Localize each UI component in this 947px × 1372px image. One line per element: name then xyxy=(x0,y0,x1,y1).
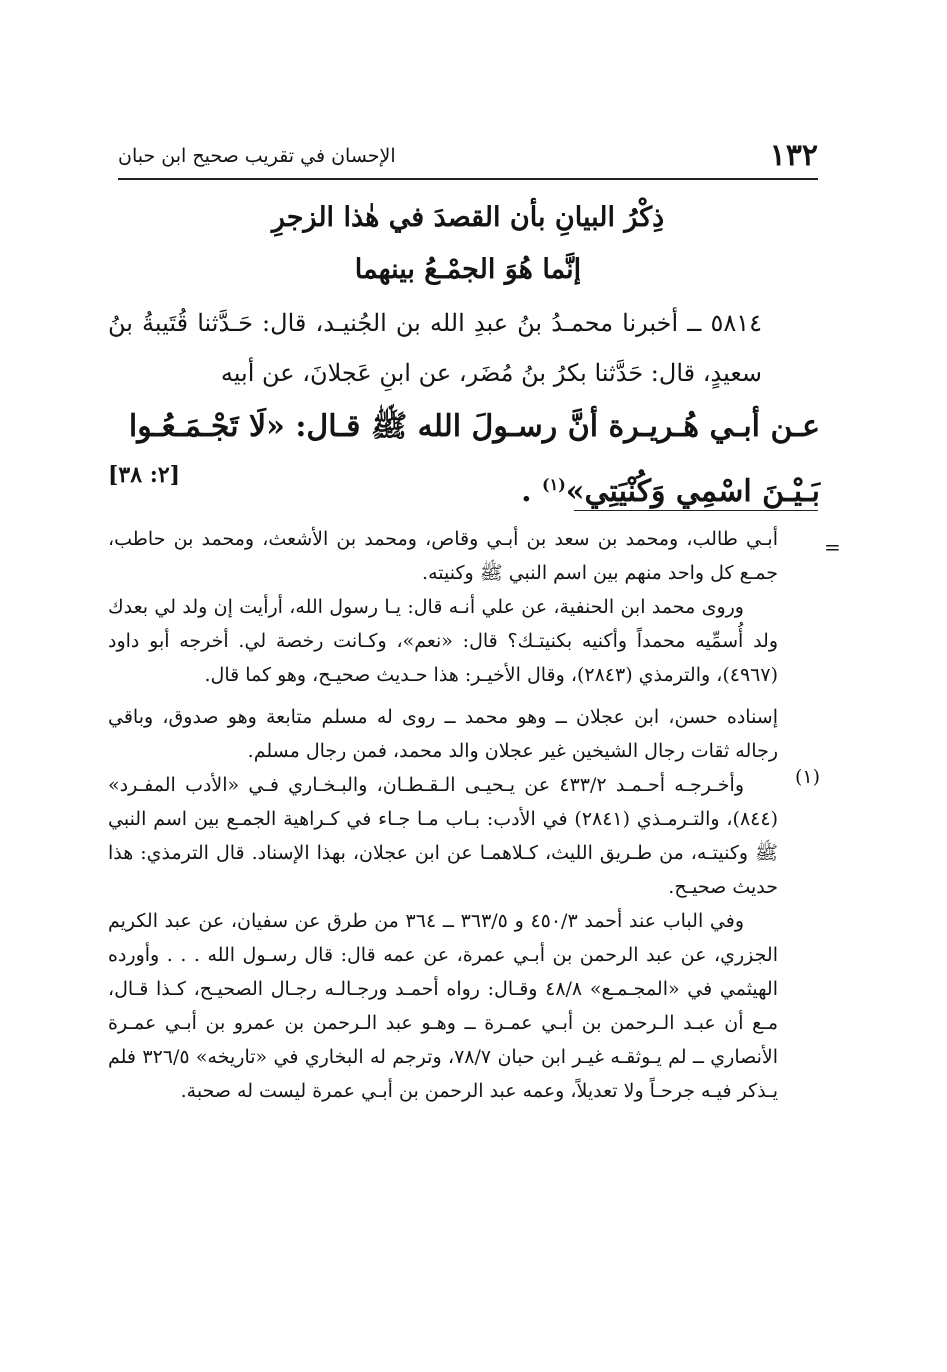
header-rule xyxy=(118,178,818,180)
chapter-title xyxy=(118,192,818,296)
chapter-title-line-2: إنَّما هُوَ الجمْـعُ بينهما xyxy=(354,254,582,285)
hadith-reference: [٢: ٣٨] xyxy=(108,462,181,488)
matn-line-1: عـن أبـي هُـريـرة أنَّ رسـولَ الله ﷺ قـال: «لَا تَجْـمَـعُـوا xyxy=(128,409,820,444)
matn-line-2 xyxy=(108,456,820,521)
footnote-1-paragraph-3: وفي الباب عند أحمد ٤٥٠/٣ و ٣٦٣/٥ ــ ٣٦٤ من طرق عن سفيان، عن عبد الكريم الجزري، عن عبد الرحمن بن أبـي عمرة، عن عمه قال: قال رسـول الله . . . وأورده الهيثمي في «المجـمـع» ٤٨/٨ وقـال: رواه أحمـد ورجـالـه رجـال الصحيـح، كـذا قـال، مـع أن عبـد الـرحمن بن أبـي عمـرة ــ وهـو عبد الـرحمن بن عمرو بن أبـي عمـرة الأنصاري ــ لم يـوثقـه غيـر ابن حبان ٧٨/٧، وترجم له البخاري في «تاريخه» ٣٢٦/٥ فلم يـذكر فيـه جرحـاً ولا تعديلاً، وعمه عبد الرحمن بن أبـي عمرة ليست له صحبة. xyxy=(108,910,779,1102)
chapter-title-line-1: ذِكْرُ البيانِ بأن القصدَ في هٰذا الزجرِ xyxy=(271,202,665,233)
footnote-continuation-paragraph-1: أبـي طالب، ومحمد بن سعد بن أبـي وقاص، ومحمد بن الأشعث، ومحمد بن حاطب، جمـع كل واحد منهم بين اسم النبي ﷺ وكنيته. xyxy=(108,528,778,584)
footnote-1-paragraph-2: وأخـرجـه أحـمـد ٤٣٣/٢ عن يـحيـى الـقـطـان، والبـخـاري فـي «الأدب المفـرد» (٨٤٤)، والتـرمـذي (٢٨٤١) في الأدب: بـاب مـا جـاء في كـراهية الجمـع بين اسم النبي ﷺ وكنيتـه، من طـريق الليث، كـلاهمـا عن ابن عجلان، بهذا الإسناد. قال الترمذي: هذا حديث صحيـح. xyxy=(108,774,779,898)
page-header xyxy=(118,136,818,176)
hadith-matn xyxy=(108,398,820,521)
continuation-mark: = xyxy=(824,535,841,559)
footnote-number: (١) xyxy=(794,766,820,788)
footnote-continuation-paragraph-2: وروى محمد ابن الحنفية، عن علي أنـه قال: يـا رسول الله، أرأيت إن ولد لي بعدك ولد أُسمِّيه محمداً وأكنيه بكنيتـك؟ قال: «نعم»، وكـانت رخصة لي. أخرجه أبو داود (٤٩٦٧)، والترمذي (٢٨٤٣)، وقال الأخيـر: هذا حـديث صحيـح، وهو كما قال. xyxy=(108,596,778,686)
running-title: الإحسان في تقريب صحيح ابن حبان xyxy=(118,145,396,167)
page-number: ١٣٢ xyxy=(769,138,818,173)
footnote-1-paragraph-1: إسناده حسن، ابن عجلان ــ وهو محمد ــ روى له مسلم متابعة وهو صدوق، وباقي رجاله ثقات رجال الشيخين غير عجلان والد محمد، فمن رجال مسلم. xyxy=(108,706,778,762)
footnotes xyxy=(108,522,778,1108)
footnote-marker: (١) xyxy=(542,475,566,494)
matn-trailing: . xyxy=(521,474,543,509)
footnotes-rule xyxy=(574,510,818,511)
hadith-isnad: ٥٨١٤ ــ أخبرنا محمـدُ بنُ عبدِ الله بن الجُنيـد، قال: حَـدَّثنا قُتَيبةُ بنُ سعيدٍ، قال: حَدَّثنا بكرُ بنُ مُضَر، عن ابنِ عَجلانَ، عن أبيه xyxy=(108,309,762,387)
matn-text: بَـيْـنَ اسْمِي وَكُنْيَتِي» xyxy=(565,474,820,509)
hadith-block xyxy=(108,298,820,521)
